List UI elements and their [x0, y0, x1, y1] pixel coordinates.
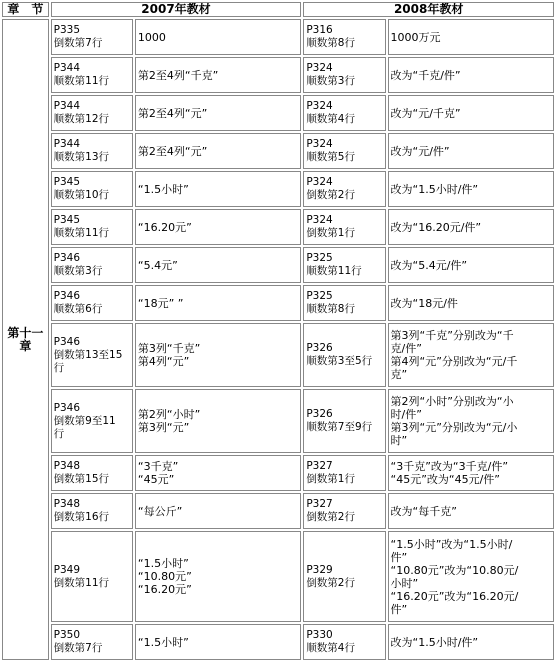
- text-2007-cell: “1.5小时” “10.80元” “16.20元”: [135, 531, 301, 622]
- loc-2007-cell: P344 顺数第13行: [51, 133, 133, 169]
- text-2007-cell: 第2至4列“元”: [135, 133, 301, 169]
- loc-2008-cell: P324 顺数第3行: [303, 57, 385, 93]
- text-2007-cell: 1000: [135, 19, 301, 55]
- text-2007-cell: “3千克” “45元”: [135, 455, 301, 491]
- loc-2007-cell: P346 倒数第9至11 行: [51, 389, 133, 453]
- table-row: [2, 285, 554, 321]
- text-2008-cell: 改为“千克/件”: [388, 57, 554, 93]
- loc-2007-cell: P344 顺数第12行: [51, 95, 133, 131]
- text-2008-cell: 改为“18元/件: [388, 285, 554, 321]
- loc-2008-cell: P330 顺数第4行: [303, 624, 385, 660]
- table-row: [2, 389, 554, 453]
- loc-2008-cell: P324 倒数第1行: [303, 209, 385, 245]
- loc-2007-cell: P346 倒数第13至15 行: [51, 323, 133, 387]
- loc-2008-cell: P329 倒数第2行: [303, 531, 385, 622]
- text-2008-cell: “3千克”改为“3千克/件” “45元”改为“45元/件”: [388, 455, 554, 491]
- loc-2008-cell: P324 顺数第4行: [303, 95, 385, 131]
- table-row: [2, 57, 554, 93]
- text-2007-cell: 第3列“千克” 第4列“元”: [135, 323, 301, 387]
- table-row: [2, 323, 554, 387]
- text-2008-cell: 改为“元/千克”: [388, 95, 554, 131]
- text-2007-cell: “18元” ”: [135, 285, 301, 321]
- table-row: [2, 209, 554, 245]
- loc-2008-cell: P327 倒数第2行: [303, 493, 385, 529]
- table-row: [2, 455, 554, 491]
- loc-2008-cell: P327 倒数第1行: [303, 455, 385, 491]
- loc-2007-cell: P349 倒数第11行: [51, 531, 133, 622]
- loc-2007-cell: P335 倒数第7行: [51, 19, 133, 55]
- loc-2007-cell: P348 倒数第15行: [51, 455, 133, 491]
- loc-2008-cell: P325 顺数第8行: [303, 285, 385, 321]
- header-2008: 2008年教材: [303, 2, 554, 17]
- loc-2008-cell: P325 顺数第11行: [303, 247, 385, 283]
- table-row: [2, 624, 554, 660]
- text-2008-cell: 改为“16.20元/件”: [388, 209, 554, 245]
- table-row: [2, 133, 554, 169]
- text-2007-cell: 第2列“小时” 第3列“元”: [135, 389, 301, 453]
- text-2008-cell: 第3列“千克”分别改为“千 克/件” 第4列“元”分别改为“元/千 克”: [388, 323, 554, 387]
- loc-2007-cell: P346 顺数第6行: [51, 285, 133, 321]
- text-2008-cell: “1.5小时”改为“1.5小时/ 件” “10.80元”改为“10.80元/ 小时” “16.20元”改为“16.20元/ 件”: [388, 531, 554, 622]
- loc-2008-cell: P324 倒数第2行: [303, 171, 385, 207]
- loc-2007-cell: P345 顺数第11行: [51, 209, 133, 245]
- text-2008-cell: 改为“元/件”: [388, 133, 554, 169]
- text-2008-cell: 改为“1.5小时/件”: [388, 624, 554, 660]
- text-2008-cell: 改为“5.4元/件”: [388, 247, 554, 283]
- loc-2007-cell: P348 倒数第16行: [51, 493, 133, 529]
- loc-2008-cell: P326 顺数第3至5行: [303, 323, 385, 387]
- text-2007-cell: “1.5小时”: [135, 171, 301, 207]
- chapter-cell: 第十一 章: [2, 19, 49, 660]
- loc-2007-cell: P344 顺数第11行: [51, 57, 133, 93]
- table-row: [2, 247, 554, 283]
- text-2007-cell: “16.20元”: [135, 209, 301, 245]
- table-row: [2, 19, 554, 55]
- table-row: [2, 531, 554, 622]
- loc-2008-cell: P316 顺数第8行: [303, 19, 385, 55]
- loc-2008-cell: P326 顺数第7至9行: [303, 389, 385, 453]
- header-row: [2, 2, 554, 17]
- text-2007-cell: 第2至4列“千克”: [135, 57, 301, 93]
- text-2007-cell: “5.4元”: [135, 247, 301, 283]
- header-chapter: 章 节: [2, 2, 49, 17]
- loc-2007-cell: P345 顺数第10行: [51, 171, 133, 207]
- text-2007-cell: “每公斤”: [135, 493, 301, 529]
- table-row: [2, 171, 554, 207]
- text-2008-cell: 改为“1.5小时/件”: [388, 171, 554, 207]
- loc-2008-cell: P324 顺数第5行: [303, 133, 385, 169]
- text-2008-cell: 改为“每千克”: [388, 493, 554, 529]
- table-row: [2, 95, 554, 131]
- loc-2007-cell: P350 倒数第7行: [51, 624, 133, 660]
- text-2007-cell: 第2至4列“元”: [135, 95, 301, 131]
- table-row: [2, 493, 554, 529]
- text-2008-cell: 第2列“小时”分别改为“小 时/件” 第3列“元”分别改为“元/小 时”: [388, 389, 554, 453]
- loc-2007-cell: P346 顺数第3行: [51, 247, 133, 283]
- text-2008-cell: 1000万元: [388, 19, 554, 55]
- text-2007-cell: “1.5小时”: [135, 624, 301, 660]
- header-2007: 2007年教材: [51, 2, 302, 17]
